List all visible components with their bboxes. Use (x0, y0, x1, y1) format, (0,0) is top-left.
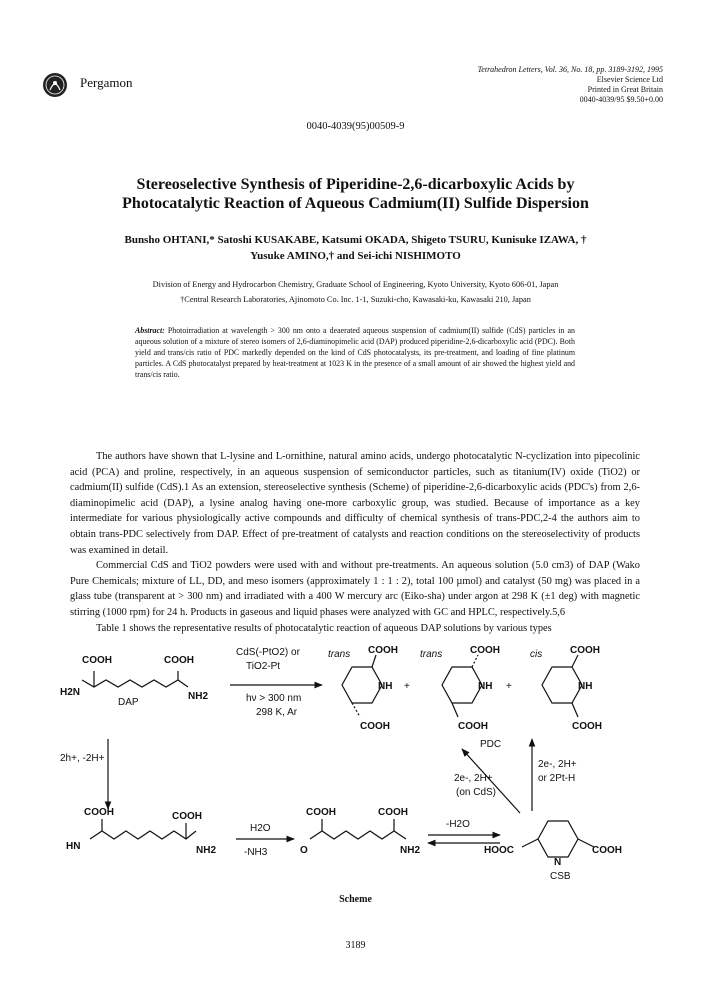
scheme-csb-n: N (554, 857, 562, 868)
scheme-ammonia-label: -NH3 (244, 847, 268, 858)
scheme-imine-nh2: NH2 (196, 845, 217, 856)
paper-title (60, 175, 651, 213)
scheme-condition-1: CdS(-PtO2) or (236, 647, 300, 658)
reaction-scheme (60, 643, 660, 883)
scheme-csb-hooc: HOOC (484, 845, 514, 856)
publisher-name: Pergamon (80, 75, 133, 90)
scheme-csb-label: CSB (550, 871, 571, 882)
scheme-plus-1: + (404, 681, 410, 692)
body-paragraph-1: The authors have shown that L-lysine and L-ornithine, natural amino acids, undergo photocatalytic N-cyclization into pipecolinic acid (PCA) and proline, respectively, in an aqueous suspension of semiconductor particles, such as titanium(IV) oxide (TiO2) or cadmium(II) sulfide (CdS).1 As an extension, stereoselective synthesis (Scheme) of piperidine-2,6-dicarboxylic acids (PDC's) from 2,6-diaminopimelic acid (DAP), a lysine analog having one-more carboxylic group, was studied. Because of importance as a key intermediate for various physiologically active compounds and difficulty of chemical synthesis of trans-PDC,2-4 the authors aim to obtain trans-PDC selectively from DAP. Effect of pre-treatment of catalysts and reaction conditions on the stereoselectivity of products was examined in detail. (70, 451, 640, 556)
scheme-ring1-cooh-bottom: COOH (360, 721, 390, 732)
body-paragraph-3: Table 1 shows the representative results of photocatalytic reaction of aqueous DAP solutions by various types (96, 622, 552, 634)
scheme-condition-4: 298 K, Ar (256, 707, 298, 718)
scheme-keto-cooh-right: COOH (378, 807, 408, 818)
abstract-label: Abstract: (135, 326, 165, 335)
scheme-reduction-cds-1: 2e-, 2H+ (454, 773, 493, 784)
scheme-reduction-pt-2: or 2Pt-H (538, 773, 576, 784)
scheme-pdc-label: PDC (480, 739, 502, 750)
scheme-dap-nh2: NH2 (188, 691, 209, 702)
cis-pdc-ring (542, 667, 582, 703)
scheme-ring1-nh: NH (378, 681, 393, 692)
scheme-imine-hn: HN (66, 841, 81, 852)
trans-pdc-ring-2 (442, 667, 482, 703)
title-line-1: Stereoselective Synthesis of Piperidine-2,6-dicarboxylic Acids by (136, 176, 575, 193)
trans-pdc-ring-1 (342, 667, 382, 703)
publisher-logo-icon (42, 72, 68, 98)
scheme-ring3-cooh-bottom: COOH (572, 721, 602, 732)
imine-intermediate (90, 831, 196, 839)
scheme-reduction-cds-2: (on CdS) (456, 787, 497, 798)
scheme-ring2-cooh-bottom: COOH (458, 721, 488, 732)
abstract-text: Photoirradiation at wavelength > 300 nm onto a deaerated aqueous suspension of cadmium(II) sulfide (CdS) particles in an aqueous solution of a mixture of stereo isomers of 2,6-diaminopimelic acid (DAP) produced piperidine-2,6-dicarboxylic acid (PDC). Both yield and trans/cis ratio of PDC markedly depended on the kind of CdS photocatalysts, its pre-treatment, and loading of fine platinum particles. A CdS photocatalyst prepared by heat-treatment at 1023 K in the presence of a small amount of air showed the highest yield and trans/cis ratio. (135, 326, 575, 379)
scheme-dap-cooh-left: COOH (82, 655, 112, 666)
keto-acid-intermediate (310, 831, 406, 839)
scheme-condition-3: hν > 300 nm (246, 693, 302, 704)
scheme-ring3-cooh-top: COOH (570, 645, 600, 656)
scheme-water-label: H2O (250, 823, 271, 834)
scheme-reduction-pt-1: 2e-, 2H+ (538, 759, 577, 770)
dap-structure (82, 680, 188, 687)
author-list (60, 232, 651, 264)
scheme-dap-cooh-right: COOH (164, 655, 194, 666)
journal-info (478, 65, 663, 105)
scheme-dap-label: DAP (118, 697, 139, 708)
abstract (135, 325, 575, 380)
scheme-keto-nh2: NH2 (400, 845, 421, 856)
title-line-2: Photocatalytic Reaction of Aqueous Cadmium(II) Sulfide Dispersion (122, 195, 589, 212)
scheme-trans-label-2: trans (420, 649, 443, 660)
scheme-dap-h2n: H2N (60, 687, 81, 698)
scheme-ring1-cooh-top: COOH (368, 645, 398, 656)
authors-line-1: Bunsho OHTANI,* Satoshi KUSAKABE, Katsumi OKADA, Shigeto TSURU, Kunisuke IZAWA, † (124, 234, 587, 246)
scheme-keto-cooh-left: COOH (306, 807, 336, 818)
scheme-plus-2: + (506, 681, 512, 692)
scheme-ring2-nh: NH (478, 681, 493, 692)
affiliation-1: Division of Energy and Hydrocarbon Chemistry, Graduate School of Engineering, Kyoto University, Kyoto 606-01, Japan (152, 280, 559, 289)
body-text (70, 449, 640, 636)
authors-line-2: Yusuke AMINO,† and Sei-ichi NISHIMOTO (250, 250, 461, 262)
journal-publisher: Elsevier Science Ltd (596, 75, 663, 84)
scheme-ring3-nh: NH (578, 681, 593, 692)
page-number: 3189 (345, 940, 366, 951)
scheme-oxidation-label: 2h+, -2H+ (60, 753, 105, 764)
scheme-minus-water-label: -H2O (446, 819, 470, 830)
scheme-trans-label-1: trans (328, 649, 351, 660)
journal-printed: Printed in Great Britain (587, 85, 663, 94)
scheme-condition-2: TiO2-Pt (246, 661, 281, 672)
journal-citation: Tetrahedron Letters, Vol. 36, No. 18, pp. 3189-3192, 1995 (477, 65, 663, 74)
scheme-cis-label: cis (530, 649, 543, 660)
csb-ring (538, 821, 578, 857)
scheme-csb-cooh: COOH (592, 845, 622, 856)
scheme-imine-cooh-left: COOH (84, 807, 114, 818)
article-code: 0040-4039(95)00509-9 (306, 121, 405, 132)
affiliations (60, 277, 651, 307)
scheme-keto-oxygen: O (300, 845, 308, 856)
affiliation-2: †Central Research Laboratories, Ajinomoto Co. Inc. 1-1, Suzuki-cho, Kawasaki-ku, Kawasaki 210, Japan (180, 295, 531, 304)
scheme-caption: Scheme (339, 894, 372, 905)
scheme-ring2-cooh-top: COOH (470, 645, 500, 656)
scheme-imine-cooh-right: COOH (172, 811, 202, 822)
body-paragraph-2: Commercial CdS and TiO2 powders were used with and without pre-treatments. An aqueous solution (5.0 cm3) of DAP (Wako Pure Chemicals; mixture of LL, DD, and meso isomers (approximately 1 : 1 : 2), total 100 µmol) and catalyst (50 mg) was placed in a glass tube (transparent at > 300 nm) and irradiated with a 400 W mercury arc (Eiko-sha) under argon at 298 K (±1 deg) with magnetic stirring (1000 rpm) for 24 h. Products in gaseous and liquid phases were analyzed with GC and HPLC, respectively.5,6 (70, 560, 640, 618)
journal-issn: 0040-4039/95 $9.50+0.00 (579, 95, 663, 104)
